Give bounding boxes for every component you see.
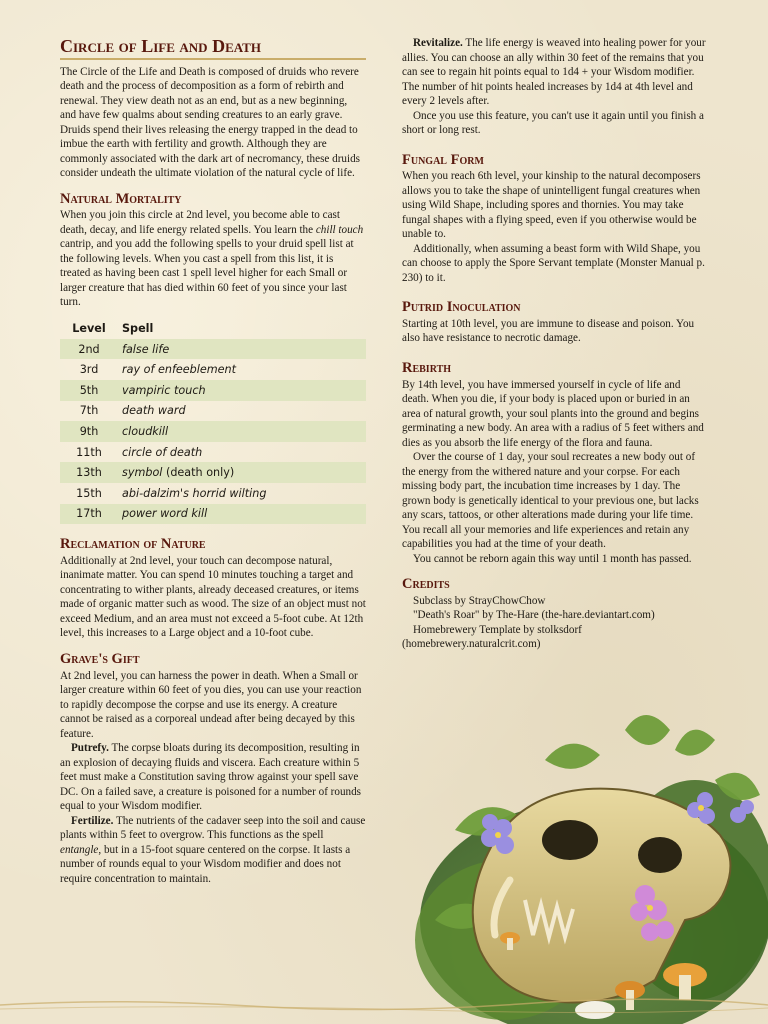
revitalize-paragraph <box>402 36 708 109</box>
spell-name: symbol <box>122 466 163 480</box>
heading-putrid-inoculation: Putrid Inoculation <box>402 299 521 316</box>
header-level: Level <box>72 321 106 335</box>
natural-mortality-text-a: When you join this circle at 2nd level, you become able to cast death, decay, and life energy related spells. You learn the <box>60 209 340 236</box>
row-level: 7th <box>79 404 99 418</box>
rebirth-paragraph: By 14th level, you have immersed yourself in cycle of life and death. When you die, if your body is placed upon or buried in an area of natural growth, your soul plants into the ground and begins germinating a new body. An area with a radius of 5 feet withers and dies as you absorb the life energy of the flora and fauna. <box>402 378 704 449</box>
page-title: Circle of Life and Death <box>60 36 366 60</box>
row-spell <box>118 339 366 360</box>
row-spell <box>118 462 366 483</box>
table-row <box>60 401 366 422</box>
row-level: 11th <box>76 445 102 459</box>
fertilize-text-a: The nutrients of the cadaver seep into the soil and cause plants within 5 feet to overgrow. This functions as the spell <box>60 814 366 842</box>
table-row <box>60 442 366 463</box>
putrid-inoculation-paragraph: Starting at 10th level, you are immune to disease and poison. You also have resistance to necrotic damage. <box>402 317 695 345</box>
putrefy-label: Putrefy. <box>71 742 109 755</box>
row-level: 15th <box>76 486 102 500</box>
table-row <box>60 359 366 380</box>
row-spell <box>118 401 366 422</box>
fertilize-label: Fertilize. <box>71 814 114 827</box>
table-row <box>60 380 366 401</box>
skull-flowers-image <box>395 690 768 1024</box>
revitalize-label: Revitalize. <box>413 37 463 49</box>
row-level: 2nd <box>60 339 118 360</box>
heading-fungal-form: Fungal Form <box>402 151 484 168</box>
spell-name: circle of death <box>122 445 203 459</box>
reclamation-paragraph: Additionally at 2nd level, your touch can decompose natural, inanimate matter. You can spend 10 minutes touching a target and concentrating to wither plants, already deceased creatures, or items made of organic matter such as wood. The size of an object must not exceed Medium, and an area must not exceed a 5-foot cube. At 12th level, this increases to a Large object and a 10-foot cube. <box>60 554 366 640</box>
spell-table <box>60 320 366 524</box>
table-row <box>60 421 366 442</box>
right-column <box>402 36 708 652</box>
table-row <box>60 504 366 525</box>
table-row <box>60 483 366 504</box>
row-spell <box>118 421 366 442</box>
putrefy-text: The corpse bloats during its decomposition, resulting in an explosion of decaying fluids and viscera. Each creature within 5 feet must make a Constitution saving throw against your spell save DC. On a failed save, a creature is poisoned for a number of rounds equal to your Wisdom modifier. <box>60 742 362 813</box>
spell-name: cloudkill <box>122 425 169 439</box>
spell-name: false life <box>122 342 170 356</box>
spell-table-header <box>60 320 366 339</box>
chill-touch-spell: chill touch <box>315 223 364 236</box>
row-level: 5th <box>60 380 118 401</box>
natural-mortality-paragraph <box>60 208 366 310</box>
spell-name: ray of enfeeblement <box>122 363 236 377</box>
spell-note: (death only) <box>162 466 235 480</box>
row-level: 9th <box>60 421 118 442</box>
row-level: 3rd <box>79 363 99 377</box>
heading-rebirth: Rebirth <box>402 359 452 376</box>
natural-mortality-text-b: cantrip, and you add the following spells to your druid spell list at the following levels. When you cast a spell from this list, it is treated as having been cast 1 spell level higher for each Small or larger creature that has died within 60 feet of you since your last turn. <box>60 238 354 309</box>
left-column <box>60 36 366 886</box>
credit-line: "Death's Roar" by The-Hare (the-hare.deviantart.com) <box>413 609 655 622</box>
heading-reclamation: Reclamation of Nature <box>60 536 206 553</box>
rebirth-paragraph-2: Over the course of 1 day, your soul recreates a new body out of the energy from the withered nature and your corpse. For each missing body part, the incubation time increases by 1 day. The grown body is genetically identical to your previous one, but lacks any scars, tattoos, or other alterations made during your life time. You recall all your memories and life experiences and retain any capabilities you had at the time of your death. <box>402 451 699 551</box>
spell-name: power word kill <box>122 507 208 521</box>
credit-line: Homebrewery Template by stolksdorf (homebrewery.naturalcrit.com) <box>402 623 582 651</box>
heading-graves-gift: Grave's Gift <box>60 650 140 667</box>
intro-paragraph: The Circle of the Life and Death is composed of druids who revere death and the process of decomposition as a form of rebirth and renewal. They view death not as an end, but as a new beginning, and have few qualms about sending creatures to an early grave. Druids spend their lives releasing the energy trapped in the dead to imbue the earth with fertility and growth. Although they are commonly associated with the dark art of necromancy, these druids consider undeath the ultimate violation of the natural cycle of life. <box>60 65 360 180</box>
spell-name: vampiric touch <box>122 383 206 397</box>
credit-line: Subclass by StrayChowChow <box>413 594 546 607</box>
heading-natural-mortality: Natural Mortality <box>60 190 182 207</box>
heading-credits: Credits <box>402 576 450 593</box>
fertilize-paragraph <box>60 814 366 887</box>
row-spell <box>118 442 366 463</box>
putrefy-paragraph <box>60 741 366 814</box>
spell-name: death ward <box>122 404 186 418</box>
fertilize-text-b: , but in a 15-foot square centered on the corpse. It lasts a number of rounds equal to your Wisdom modifier and does not require concentration to maintain. <box>60 843 351 885</box>
table-row <box>60 462 366 483</box>
skull-illustration <box>395 690 768 1024</box>
header-spell: Spell <box>122 321 154 335</box>
fungal-form-paragraph-2: Additionally, when assuming a beast form with Wild Shape, you can choose to apply the Spore Servant template (Monster Manual p. 230) to it. <box>402 242 705 284</box>
spell-name: abi-dalzim's horrid wilting <box>122 486 267 500</box>
entangle-spell: entangle <box>60 843 99 856</box>
row-spell <box>118 359 366 380</box>
row-spell <box>118 380 366 401</box>
graves-gift-paragraph: At 2nd level, you can harness the power in death. When a Small or larger creature within 60 feet of you dies, you can use your reaction to rapidly decompose the corpse and use its energy. A creature cannot be raised as a corporeal undead after being decayed by this feature. <box>60 669 362 740</box>
row-level: 13th <box>60 462 118 483</box>
revitalize-note: Once you use this feature, you can't use it again until you finish a short or long rest. <box>402 109 704 136</box>
rebirth-paragraph-3: You cannot be reborn again this way until 1 month has passed. <box>413 552 692 565</box>
row-spell <box>118 483 366 504</box>
row-level: 17th <box>60 504 118 525</box>
row-spell <box>118 504 366 525</box>
footer-ornament <box>0 996 768 1014</box>
revitalize-text: The life energy is weaved into healing power for your allies. You can choose an ally within 30 feet of the remains that you can see to regain hit points equal to 1d4 + your Wisdom modifier. The number of hit points healed increases by 1d4 at 4th level and every 2 levels after. <box>402 37 706 107</box>
fungal-form-paragraph: When you reach 6th level, your kinship to the natural decomposers allows you to take the shape of unintelligent fungal creatures when using Wild Shape, including spores and thornies. You may take fungal shapes with a flying speed, even if you otherwise would be unable to. <box>402 170 701 241</box>
table-row <box>60 339 366 360</box>
